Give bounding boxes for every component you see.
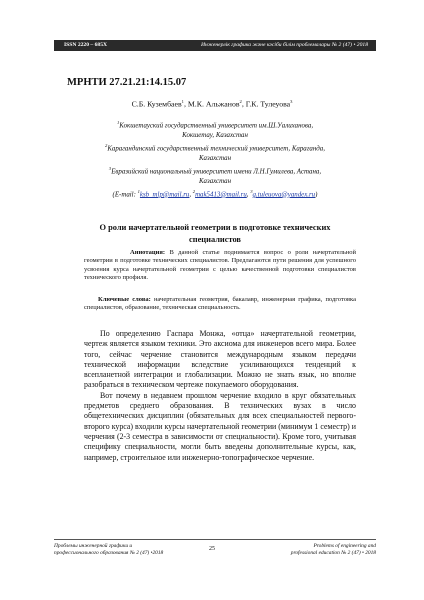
body-paragraph: По определению Гаспара Монжа, «отца» начертательной геометрии, чертеж является языком техники. Это аксиома для инженеров всего мира. Более того, сейчас черчение становится международным языком передачи технической информации вследствие усиливающихся тенденций к всепланетной интеграции и глобализации. Можно не знать язык, но вполне разобраться в техническом чертеже покупаемого оборудования. <box>84 329 356 390</box>
affiliation-sup: 1 <box>116 120 120 125</box>
affiliation-sup: 2 <box>105 142 108 148</box>
email-line: (E-mail: $^1$ksb_mlp@mail.ru, $^2$mak5413@mail.ru, $^3$g.tuleuova@yandex.ru) <box>112 188 318 198</box>
footer-divider <box>54 539 376 540</box>
email-sup: 3 <box>250 188 253 194</box>
email-prefix: (E-mail: <box>112 190 138 198</box>
email-sup: 1 <box>137 188 140 194</box>
affiliation-sup: 3 <box>108 165 112 171</box>
footer-right <box>266 543 376 557</box>
affiliation-line: Казахстан <box>198 177 232 185</box>
page-number: 25 <box>209 546 215 552</box>
journal-header-bar <box>54 40 376 51</box>
mrnti-code: МРНТИ 27.21.21:14.15.07 <box>67 77 187 88</box>
footer-right-line: Problems of engineering and <box>313 543 376 549</box>
author-sup: 3 <box>290 99 293 104</box>
body-paragraph: Вот почему в недавнем прошлом черчение входило в круг обязательных предметов среднего образования. В технических вузах в число общетехнических дисциплин (обязательных для всех специальностей первого-второго курса) входили курсы начертательной геометрии (минимум 1 семестр) и черчения (2-3 семестра в зависимости от специальности). Кроме того, учитывая специфику специальности, могли быть введены дополнительные курсы, как, например, строительное или инженерно-топографическое черчение. <box>84 390 356 462</box>
affiliation-line: Кокшетауский государственный университет им.Ш.Уалиханова, <box>119 122 314 130</box>
abstract <box>84 249 356 282</box>
email-link[interactable]: ksb_mlp@mail.ru <box>139 190 190 198</box>
author-name: М.К. Альжанов <box>187 99 240 109</box>
affiliation-line: Казахстан <box>198 154 232 162</box>
affiliation-line: Карагандинский государственный технический университет, Караганда, <box>107 145 325 153</box>
affiliation <box>70 164 360 187</box>
article-body <box>84 329 356 463</box>
author-sup: 1 <box>181 99 184 104</box>
email-link[interactable]: mak5413@mail.ru <box>195 190 247 198</box>
author-sup: 2 <box>239 99 242 104</box>
email-sup: 2 <box>192 188 196 194</box>
article-title: О роли начертательной геометрии в подготовке технических специалистов <box>99 223 331 244</box>
author-list: С.Б. Кузембаев$^1$, М.К. Альжанов$^2$, Г.К. Тулеуова$^3$ <box>131 99 293 109</box>
footer-right-line: professional education № 2 (47) • 2018 <box>290 550 376 556</box>
keywords-text: начертательная геометрия, бакалавр, инженерная графика, подготовка специалистов, образование, техническая специальность. <box>84 296 356 312</box>
author-name: Г.К. Тулеуова <box>245 99 291 109</box>
affiliation-line: Кокшетау, Казахстан <box>182 132 248 140</box>
keywords-label: Ключевые слова: <box>98 296 151 303</box>
author-name: С.Б. Кузембаев <box>131 99 182 109</box>
affiliation <box>70 141 360 164</box>
affiliation-line: Евразийский национальный университет имени Л.Н.Гумилева, Астана, <box>111 168 322 176</box>
footer-left-line: Проблемы инженерной графики и <box>54 543 133 549</box>
keywords <box>84 296 356 313</box>
abstract-text: В данной статье поднимается вопрос о роли начертательной геометрии в подготовке технических специалистов. Предлагаются пути решения для успешного усвоения курса начертательной геометрии с целью качественной подготовки специалистов технического профиля. <box>84 249 356 281</box>
affiliation <box>70 118 360 141</box>
email-suffix: ) <box>315 190 318 198</box>
abstract-label: Аннотация: <box>130 249 166 256</box>
email-link[interactable]: g.tuleuova@yandex.ru <box>252 190 316 198</box>
journal-title: Инженерлік графика және кәсіби білім проблемалары № 2 (47) • 2018 <box>200 42 368 48</box>
issn-label: ISSN 2220 – 685X <box>64 42 108 48</box>
affiliations <box>70 118 360 200</box>
footer-left-line: профессионального образования № 2 (47) •2018 <box>54 550 164 556</box>
